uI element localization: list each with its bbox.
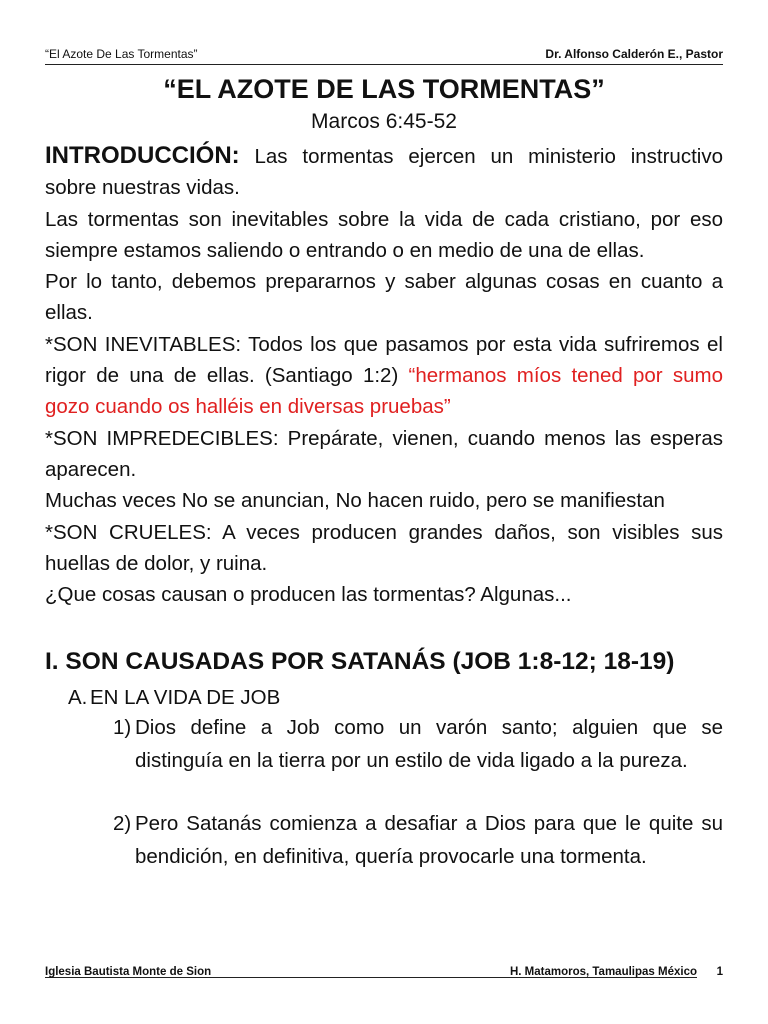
son-inevitables-text: *SON INEVITABLES: Todos los que pasamos por esta vida sufriremos el rigor de una de ellas. (Santiago 1:2): [45, 332, 723, 388]
paragraph-son-crueles: *SON CRUELES: A veces producen grandes daños, son visibles sus huellas de dolor, y ruina.: [45, 520, 723, 575]
header-document-title: “El Azote De Las Tormentas”: [45, 47, 198, 61]
list-item-number: 1): [113, 716, 132, 739]
introduction-text: Las tormentas ejercen un ministerio instructivo sobre nuestras vidas.: [45, 145, 723, 200]
list-item-text: Dios define a Job como un varón santo; alguien que se distinguía en la tierra por un estilo de vida ligado a la pureza.: [135, 716, 723, 772]
scripture-quote: “hermanos míos tened por sumo gozo cuando os halléis en diversas pruebas”: [45, 364, 724, 419]
list-item: [113, 712, 723, 777]
page-number: 1: [716, 966, 723, 978]
footer-church-name: Iglesia Bautista Monte de Sion: [45, 966, 212, 978]
paragraph-inevitable-storms: Las tormentas son inevitables sobre la vida de cada cristiano, por eso siempre estamos saliendo o entrando o en medio de una de ellas.: [45, 207, 723, 262]
section-heading: I. SON CAUSADAS POR SATANÁS (JOB 1:8-12; 18-19): [45, 648, 675, 675]
paragraph-son-inevitables: [45, 329, 723, 423]
introduction-paragraph: [45, 140, 723, 204]
list-item-number: 2): [113, 812, 132, 835]
header-author: Dr. Alfonso Calderón E., Pastor: [545, 47, 723, 61]
introduction-label: INTRODUCCIÓN:: [45, 142, 240, 169]
paragraph-no-se-anuncian: Muchas veces No se anuncian, No hacen ruido, pero se manifiestan: [45, 489, 665, 513]
running-header: [45, 44, 723, 65]
list-item: [113, 808, 723, 873]
subsection-label: EN LA VIDA DE JOB: [90, 686, 281, 709]
footer-location: H. Matamoros, Tamaulipas México: [509, 966, 697, 978]
list-item-text: Pero Satanás comienza a desafiar a Dios para que le quite su bendición, en definitiva, quería provocarle una tormenta.: [135, 812, 723, 868]
paragraph-prepare: Por lo tanto, debemos prepararnos y saber algunas cosas en cuanto a ellas.: [45, 270, 723, 325]
body-text: [45, 140, 723, 610]
subsection-marker: A.: [68, 686, 88, 709]
paragraph-question: ¿Que cosas causan o producen las tormentas? Algunas...: [45, 583, 572, 607]
page-title: “EL AZOTE DE LAS TORMENTAS”: [163, 74, 605, 104]
running-footer: [45, 962, 723, 982]
subsection-heading: [68, 682, 280, 713]
scripture-reference: Marcos 6:45-52: [311, 110, 457, 133]
paragraph-son-impredecibles: *SON IMPREDECIBLES: Prepárate, vienen, cuando menos las esperas aparecen.: [45, 426, 723, 481]
